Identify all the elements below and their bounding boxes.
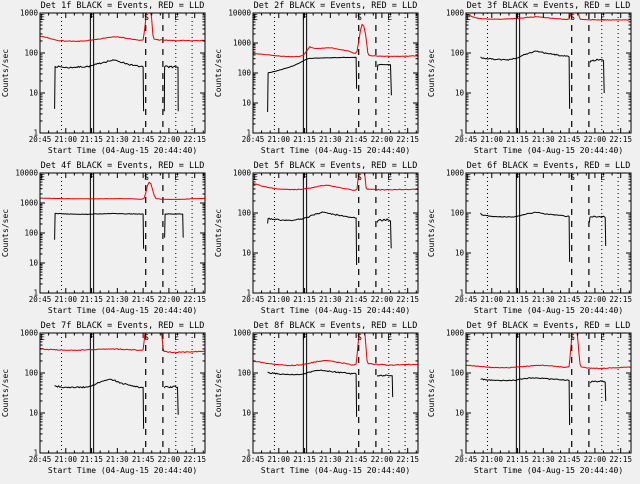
x-tick-label: 20:45	[28, 455, 52, 464]
y-axis-label: Counts/sec	[214, 48, 223, 98]
subplot-det-5f	[213, 160, 426, 320]
flag-letter-E: E	[174, 173, 180, 182]
flag-letter-F: F	[515, 13, 520, 22]
x-tick-label: 22:00	[583, 135, 607, 144]
y-tick-label: 10	[28, 88, 38, 98]
y-tick-label: 10	[28, 408, 38, 418]
x-tick-label: 20:45	[28, 135, 52, 144]
y-axis-label: Counts/sec	[214, 208, 223, 258]
flag-letter-E: E	[174, 13, 180, 22]
x-axis-label: Start Time (04-Aug-15 20:44:40)	[47, 466, 198, 475]
x-tick-label: 21:15	[293, 455, 316, 464]
events-series	[55, 379, 179, 429]
data-curve	[55, 379, 144, 429]
data-curve	[253, 24, 418, 57]
y-tick-label: 1	[246, 448, 251, 458]
x-tick-label: 21:15	[293, 135, 316, 144]
axis-frame	[253, 173, 418, 293]
x-tick-label: 21:15	[80, 295, 103, 304]
y-tick-label: 100	[237, 68, 251, 78]
data-curve	[481, 51, 570, 109]
x-tick-label: 21:00	[267, 455, 291, 464]
x-tick-label: 20:45	[241, 455, 265, 464]
lld-series	[253, 24, 418, 57]
ref-lines	[61, 13, 192, 133]
y-tick-label: 100	[24, 228, 38, 238]
ref-lines	[61, 333, 192, 453]
x-tick-label: 21:00	[54, 135, 78, 144]
x-tick-label: 21:15	[506, 135, 529, 144]
flag-letter-E: E	[387, 173, 393, 182]
chart-title: Det 8f BLACK = Events, RED = LLD	[253, 321, 418, 331]
y-tick-label: 1	[459, 288, 464, 298]
x-tick-label: 21:15	[293, 295, 316, 304]
flag-letter-E: E	[40, 13, 45, 22]
x-tick-label: 20:45	[28, 295, 52, 304]
chart-det-4f	[0, 160, 213, 320]
x-tick-label: 21:30	[319, 295, 342, 304]
flag-letter-F: F	[302, 173, 307, 182]
chart-det-8f	[213, 320, 426, 480]
y-tick-label: 10	[241, 248, 251, 258]
y-tick-label: 100	[450, 208, 464, 218]
x-tick-label: 21:30	[532, 295, 555, 304]
y-tick-label: 1000	[19, 198, 38, 208]
y-tick-label: 10	[241, 98, 251, 108]
x-tick-label: 21:15	[80, 135, 103, 144]
y-axis-label: Counts/sec	[427, 368, 436, 418]
x-tick-label: 22:15	[609, 135, 632, 144]
x-tick-label: 21:30	[106, 135, 129, 144]
flag-letter-F: F	[89, 13, 94, 22]
events-series	[55, 213, 184, 248]
series-group	[253, 320, 418, 417]
chart-title: Det 3f BLACK = Events, RED = LLD	[466, 1, 631, 11]
chart-det-7f	[0, 320, 213, 480]
lld-series	[40, 182, 205, 199]
flag-letter-F: F	[515, 333, 520, 342]
y-tick-label: 1000	[19, 8, 38, 18]
ref-lines	[487, 173, 618, 293]
flag-letter-F: F	[302, 333, 307, 342]
series-group	[466, 0, 631, 109]
x-axis-label: Start Time (04-Aug-15 20:44:40)	[473, 306, 624, 315]
flag-letter-E: E	[466, 173, 471, 182]
axis-frame	[466, 333, 631, 453]
x-tick-label: 21:00	[54, 455, 78, 464]
x-tick-label: 22:15	[396, 135, 419, 144]
x-tick-label: 21:15	[506, 455, 529, 464]
flag-letter-F: F	[89, 333, 94, 342]
flag-letter-S: S	[144, 333, 149, 342]
y-axis-label: Counts/sec	[427, 48, 436, 98]
x-tick-label: 20:45	[454, 295, 478, 304]
chart-title: Det 4f BLACK = Events, RED = LLD	[40, 161, 205, 171]
x-axis-label: Start Time (04-Aug-15 20:44:40)	[473, 146, 624, 155]
x-axis-label: Start Time (04-Aug-15 20:44:40)	[47, 146, 198, 155]
axis-frame	[466, 13, 631, 133]
subplot-det-3f	[426, 0, 639, 160]
chart-det-9f	[426, 320, 640, 480]
y-tick-label: 1000	[445, 328, 464, 338]
x-tick-label: 21:45	[344, 135, 368, 144]
data-curve	[164, 66, 178, 111]
x-tick-label: 21:45	[131, 135, 155, 144]
events-series	[268, 370, 393, 417]
y-tick-label: 100	[450, 368, 464, 378]
flag-letter-E: E	[600, 13, 606, 22]
x-tick-label: 20:45	[454, 455, 478, 464]
y-tick-label: 1	[33, 288, 38, 298]
chart-title: Det 9f BLACK = Events, RED = LLD	[466, 321, 631, 331]
x-tick-label: 21:00	[480, 135, 504, 144]
ref-lines	[274, 173, 405, 293]
subplot-det-9f	[426, 320, 639, 480]
x-tick-label: 22:00	[583, 455, 607, 464]
chart-det-3f	[426, 0, 640, 160]
data-curve	[55, 60, 144, 111]
x-axis-label: Start Time (04-Aug-15 20:44:40)	[260, 146, 411, 155]
x-tick-label: 21:00	[480, 455, 504, 464]
x-tick-label: 22:00	[370, 455, 394, 464]
x-tick-label: 21:45	[557, 455, 581, 464]
subplot-det-4f	[0, 160, 213, 320]
events-series	[481, 212, 606, 262]
subplot-det-8f	[213, 320, 426, 480]
y-tick-label: 1000	[232, 168, 251, 178]
x-tick-label: 22:00	[583, 295, 607, 304]
axis-frame	[40, 173, 205, 293]
flag-letter-E: E	[600, 173, 606, 182]
events-series	[55, 60, 179, 111]
x-tick-label: 20:45	[241, 135, 265, 144]
axis-frame	[253, 13, 418, 133]
series-group	[253, 160, 418, 265]
ref-lines	[487, 13, 618, 133]
x-axis-label: Start Time (04-Aug-15 20:44:40)	[260, 306, 411, 315]
ref-lines	[61, 173, 192, 293]
data-curve	[481, 212, 570, 262]
y-tick-label: 100	[450, 48, 464, 58]
data-curve	[268, 212, 357, 265]
x-tick-label: 21:00	[267, 295, 291, 304]
x-axis-label: Start Time (04-Aug-15 20:44:40)	[473, 466, 624, 475]
y-tick-label: 10	[28, 258, 38, 268]
ref-lines	[487, 333, 618, 453]
x-tick-label: 22:15	[396, 455, 419, 464]
flag-letter-E: E	[600, 333, 606, 342]
x-axis-label: Start Time (04-Aug-15 20:44:40)	[260, 466, 411, 475]
flag-letter-F: F	[515, 173, 520, 182]
x-tick-label: 21:30	[106, 295, 129, 304]
chart-det-6f	[426, 160, 640, 320]
x-tick-label: 21:45	[344, 455, 368, 464]
data-curve	[268, 370, 357, 417]
x-tick-label: 21:00	[480, 295, 504, 304]
x-tick-label: 21:45	[131, 455, 155, 464]
flag-letter-S: S	[570, 333, 575, 342]
flag-letter-S: S	[570, 173, 575, 182]
y-tick-label: 10	[241, 408, 251, 418]
x-tick-label: 21:45	[131, 295, 155, 304]
subplot-det-7f	[0, 320, 213, 480]
ref-lines	[274, 13, 405, 133]
chart-title: Det 7f BLACK = Events, RED = LLD	[40, 321, 205, 331]
y-tick-label: 1000	[232, 328, 251, 338]
series-group	[40, 5, 205, 111]
series-group	[40, 320, 205, 429]
x-tick-label: 20:45	[241, 295, 265, 304]
x-tick-label: 21:45	[557, 135, 581, 144]
flag-letter-F: F	[302, 13, 307, 22]
data-curve	[377, 64, 391, 95]
x-tick-label: 21:00	[267, 135, 291, 144]
flag-letter-E: E	[253, 173, 258, 182]
x-tick-label: 21:45	[344, 295, 368, 304]
data-curve	[164, 386, 178, 415]
flag-letter-E: E	[466, 333, 471, 342]
chart-det-2f	[213, 0, 426, 160]
y-tick-label: 1	[246, 288, 251, 298]
flag-letter-S: S	[357, 173, 362, 182]
series-group	[466, 320, 631, 425]
y-tick-label: 1	[33, 128, 38, 138]
series-group	[40, 182, 205, 248]
y-tick-label: 1	[33, 448, 38, 458]
data-curve	[55, 213, 144, 248]
x-tick-label: 22:15	[609, 455, 632, 464]
y-tick-label: 10	[454, 88, 464, 98]
chart-title: Det 1f BLACK = Events, RED = LLD	[40, 1, 205, 11]
y-tick-label: 100	[24, 48, 38, 58]
x-tick-label: 21:30	[319, 455, 342, 464]
y-tick-label: 1	[459, 128, 464, 138]
flag-letter-E: E	[466, 13, 471, 22]
flag-letter-S: S	[357, 13, 362, 22]
subplot-det-6f	[426, 160, 639, 320]
data-curve	[481, 378, 570, 425]
x-tick-label: 22:00	[370, 135, 394, 144]
y-tick-label: 10000	[15, 168, 38, 178]
y-tick-label: 1	[246, 128, 251, 138]
y-tick-label: 10	[454, 408, 464, 418]
x-axis-label: Start Time (04-Aug-15 20:44:40)	[47, 306, 198, 315]
y-tick-label: 100	[237, 368, 251, 378]
data-curve	[590, 381, 605, 401]
x-tick-label: 22:15	[183, 455, 206, 464]
events-series	[268, 212, 392, 265]
y-tick-label: 1000	[445, 168, 464, 178]
x-tick-label: 21:30	[106, 455, 129, 464]
y-axis-label: Counts/sec	[214, 368, 223, 418]
x-tick-label: 22:15	[183, 135, 206, 144]
events-series	[268, 57, 392, 112]
chart-title: Det 2f BLACK = Events, RED = LLD	[253, 1, 418, 11]
y-axis-label: Counts/sec	[1, 368, 10, 418]
flag-letter-E: E	[40, 173, 45, 182]
subplot-det-1f	[0, 0, 213, 160]
events-series	[481, 378, 606, 425]
axis-frame	[40, 333, 205, 453]
y-tick-label: 10	[454, 248, 464, 258]
chart-title: Det 5f BLACK = Events, RED = LLD	[253, 161, 418, 171]
subplot-det-2f	[213, 0, 426, 160]
axis-frame	[466, 173, 631, 293]
x-tick-label: 22:00	[157, 455, 181, 464]
flag-letter-S: S	[144, 173, 149, 182]
y-axis-label: Counts/sec	[427, 208, 436, 258]
events-series	[481, 51, 605, 109]
chart-det-1f	[0, 0, 213, 160]
x-tick-label: 21:30	[532, 135, 555, 144]
axis-frame	[253, 333, 418, 453]
x-tick-label: 21:00	[54, 295, 78, 304]
y-tick-label: 1000	[232, 38, 251, 48]
flag-letter-E: E	[174, 333, 180, 342]
data-curve	[377, 375, 392, 397]
x-tick-label: 22:00	[157, 295, 181, 304]
flag-letter-S: S	[357, 333, 362, 342]
x-tick-label: 21:30	[532, 455, 555, 464]
y-axis-label: Counts/sec	[1, 208, 10, 258]
flag-letter-E: E	[253, 333, 258, 342]
flag-letter-S: S	[570, 13, 575, 22]
data-curve	[40, 182, 205, 199]
flag-letter-S: S	[144, 13, 149, 22]
y-tick-label: 10000	[228, 8, 251, 18]
y-tick-label: 1	[459, 448, 464, 458]
data-curve	[590, 59, 604, 93]
data-curve	[268, 57, 357, 112]
flag-letter-E: E	[253, 13, 258, 22]
ref-lines	[274, 333, 405, 453]
x-tick-label: 22:15	[183, 295, 206, 304]
y-tick-label: 100	[237, 208, 251, 218]
x-tick-label: 21:30	[319, 135, 342, 144]
x-tick-label: 20:45	[454, 135, 478, 144]
chart-det-5f	[213, 160, 426, 320]
chart-title: Det 6f BLACK = Events, RED = LLD	[466, 161, 631, 171]
flag-letter-E: E	[387, 13, 393, 22]
x-tick-label: 21:15	[80, 455, 103, 464]
y-tick-label: 1000	[445, 8, 464, 18]
x-tick-label: 22:00	[157, 135, 181, 144]
data-curve	[165, 214, 184, 238]
series-group	[481, 212, 606, 262]
x-tick-label: 22:15	[609, 295, 632, 304]
flag-letter-F: F	[89, 173, 94, 182]
flag-letter-E: E	[40, 333, 45, 342]
y-axis-label: Counts/sec	[1, 48, 10, 98]
axis-frame	[40, 13, 205, 133]
series-group	[253, 24, 418, 112]
x-tick-label: 21:45	[557, 295, 581, 304]
x-tick-label: 22:00	[370, 295, 394, 304]
x-tick-label: 22:15	[396, 295, 419, 304]
y-tick-label: 1000	[19, 328, 38, 338]
flag-letter-E: E	[387, 333, 393, 342]
y-tick-label: 100	[24, 368, 38, 378]
x-tick-label: 21:15	[506, 295, 529, 304]
data-curve	[589, 216, 605, 246]
